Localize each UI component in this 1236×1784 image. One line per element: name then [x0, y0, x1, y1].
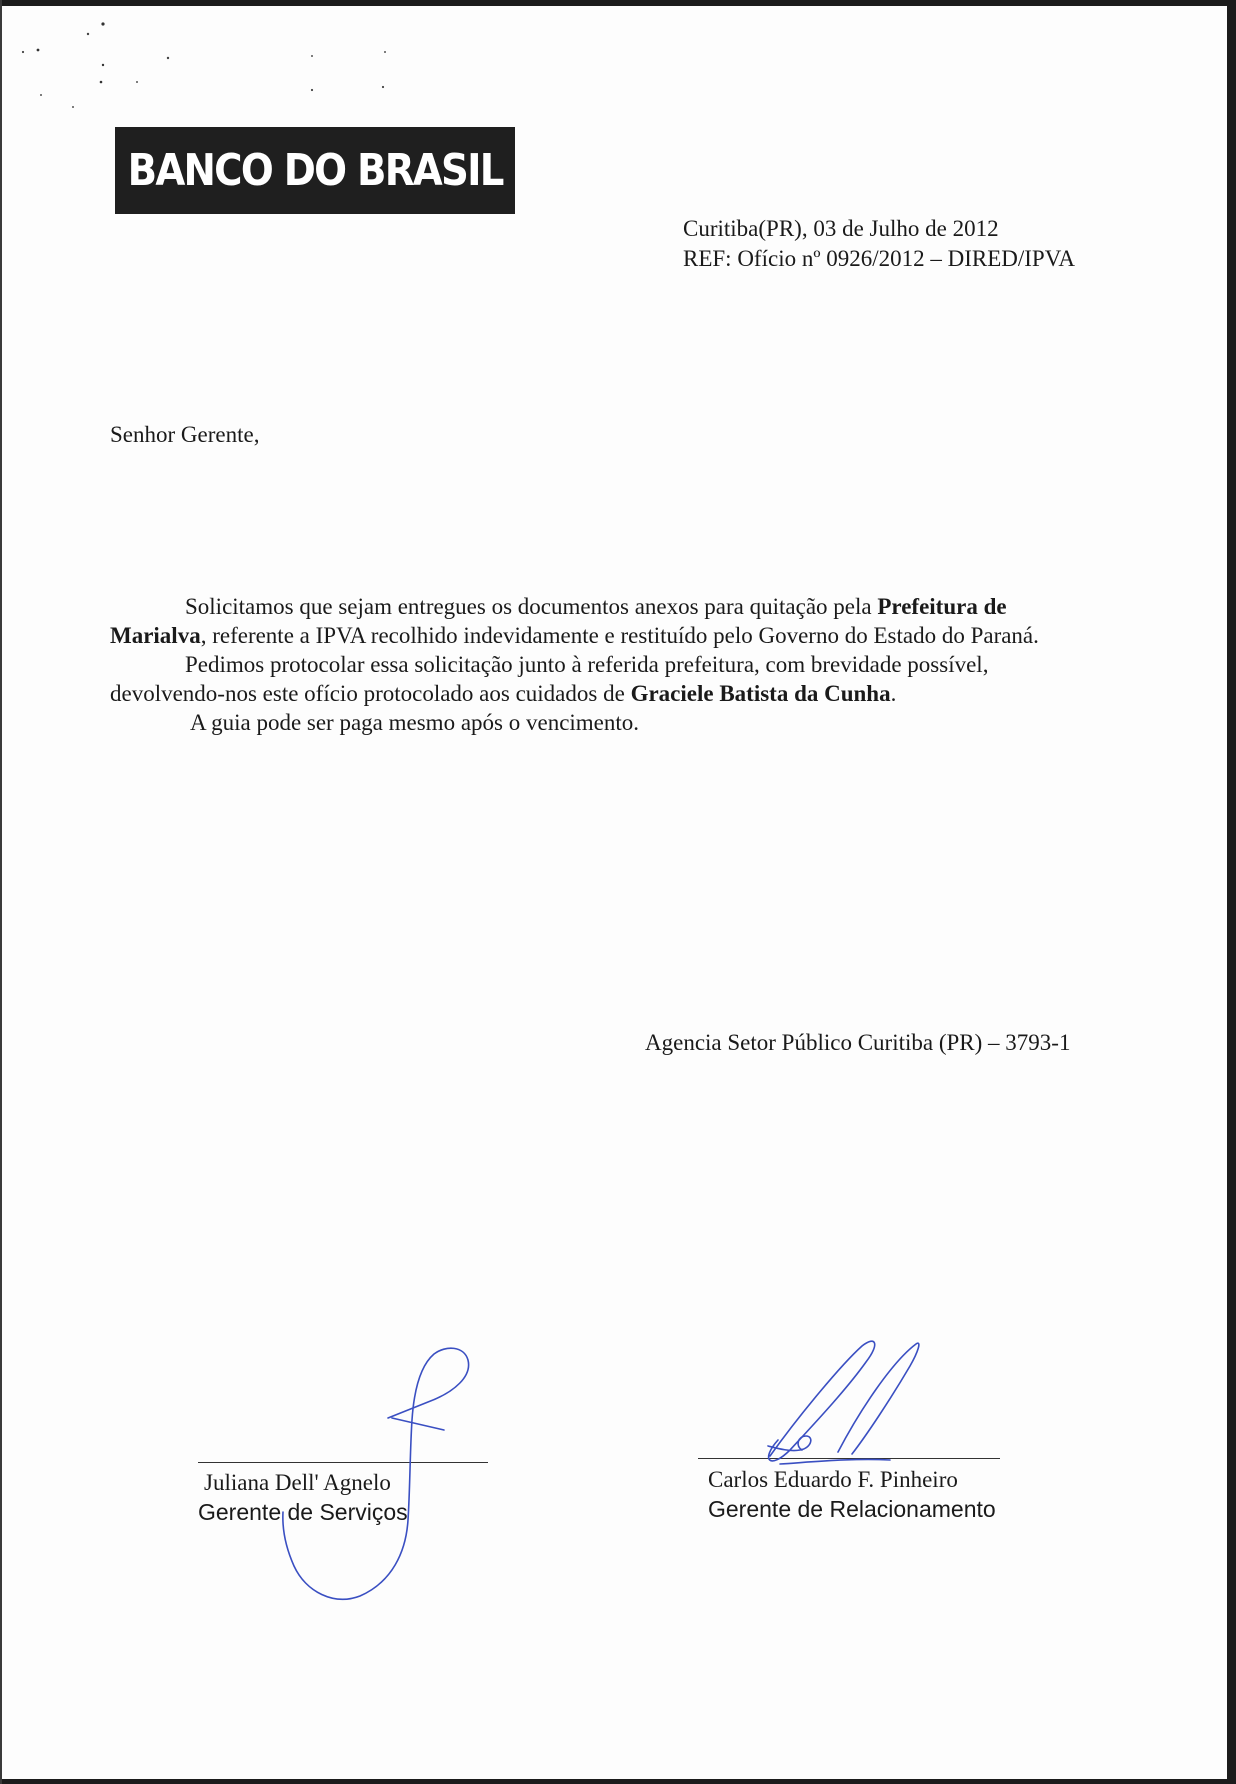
- agency-line: Agencia Setor Público Curitiba (PR) – 3793-1: [645, 1030, 1071, 1055]
- paragraph-2-text: Pedimos protocolar essa solicitação junto à referida prefeitura, com brevidade possível, devolvendo-nos este ofício protocolado aos cuidados de: [110, 652, 989, 706]
- letter-body: [110, 592, 1100, 737]
- signatory-2-role: Gerente de Relacionamento: [708, 1496, 996, 1522]
- scan-edge-left: [0, 0, 2, 1784]
- logo-text: BANCO DO BRASIL: [127, 145, 503, 196]
- paragraph-2: [110, 650, 1100, 708]
- paragraph-2-text-end: .: [890, 681, 897, 706]
- salutation: Senhor Gerente,: [110, 422, 260, 447]
- reference-line: REF: Ofício nº 0926/2012 – DIRED/IPVA: [683, 246, 1075, 271]
- paragraph-3: A guia pode ser paga mesmo após o vencimento.: [190, 710, 640, 735]
- signature-line-1: [198, 1462, 488, 1463]
- signatory-1-name: Juliana Dell' Agnelo: [204, 1470, 391, 1495]
- paragraph-1-text: Solicitamos que sejam entregues os documentos anexos para quitação pela: [185, 594, 878, 619]
- scan-edge-right: [1227, 0, 1236, 1784]
- scan-specks: [0, 0, 420, 120]
- signatory-2-name: Carlos Eduardo F. Pinheiro: [708, 1467, 958, 1492]
- paragraph-1-emphasis: Prefeitura de Marialva: [110, 594, 1007, 648]
- scan-edge-bottom: [0, 1779, 1236, 1784]
- paragraph-1-text-end: , referente a IPVA recolhido indevidamente e restituído pelo Governo do Estado do Paraná.: [200, 623, 1039, 648]
- letter-header: [683, 214, 1075, 274]
- banco-do-brasil-logo: [115, 127, 515, 214]
- place-date: Curitiba(PR), 03 de Julho de 2012: [683, 216, 999, 241]
- paragraph-1: [110, 592, 1100, 650]
- paragraph-2-emphasis: Graciele Batista da Cunha: [630, 681, 891, 706]
- signatory-1-role: Gerente de Serviços: [198, 1499, 408, 1525]
- signature-line-2: [698, 1458, 1000, 1459]
